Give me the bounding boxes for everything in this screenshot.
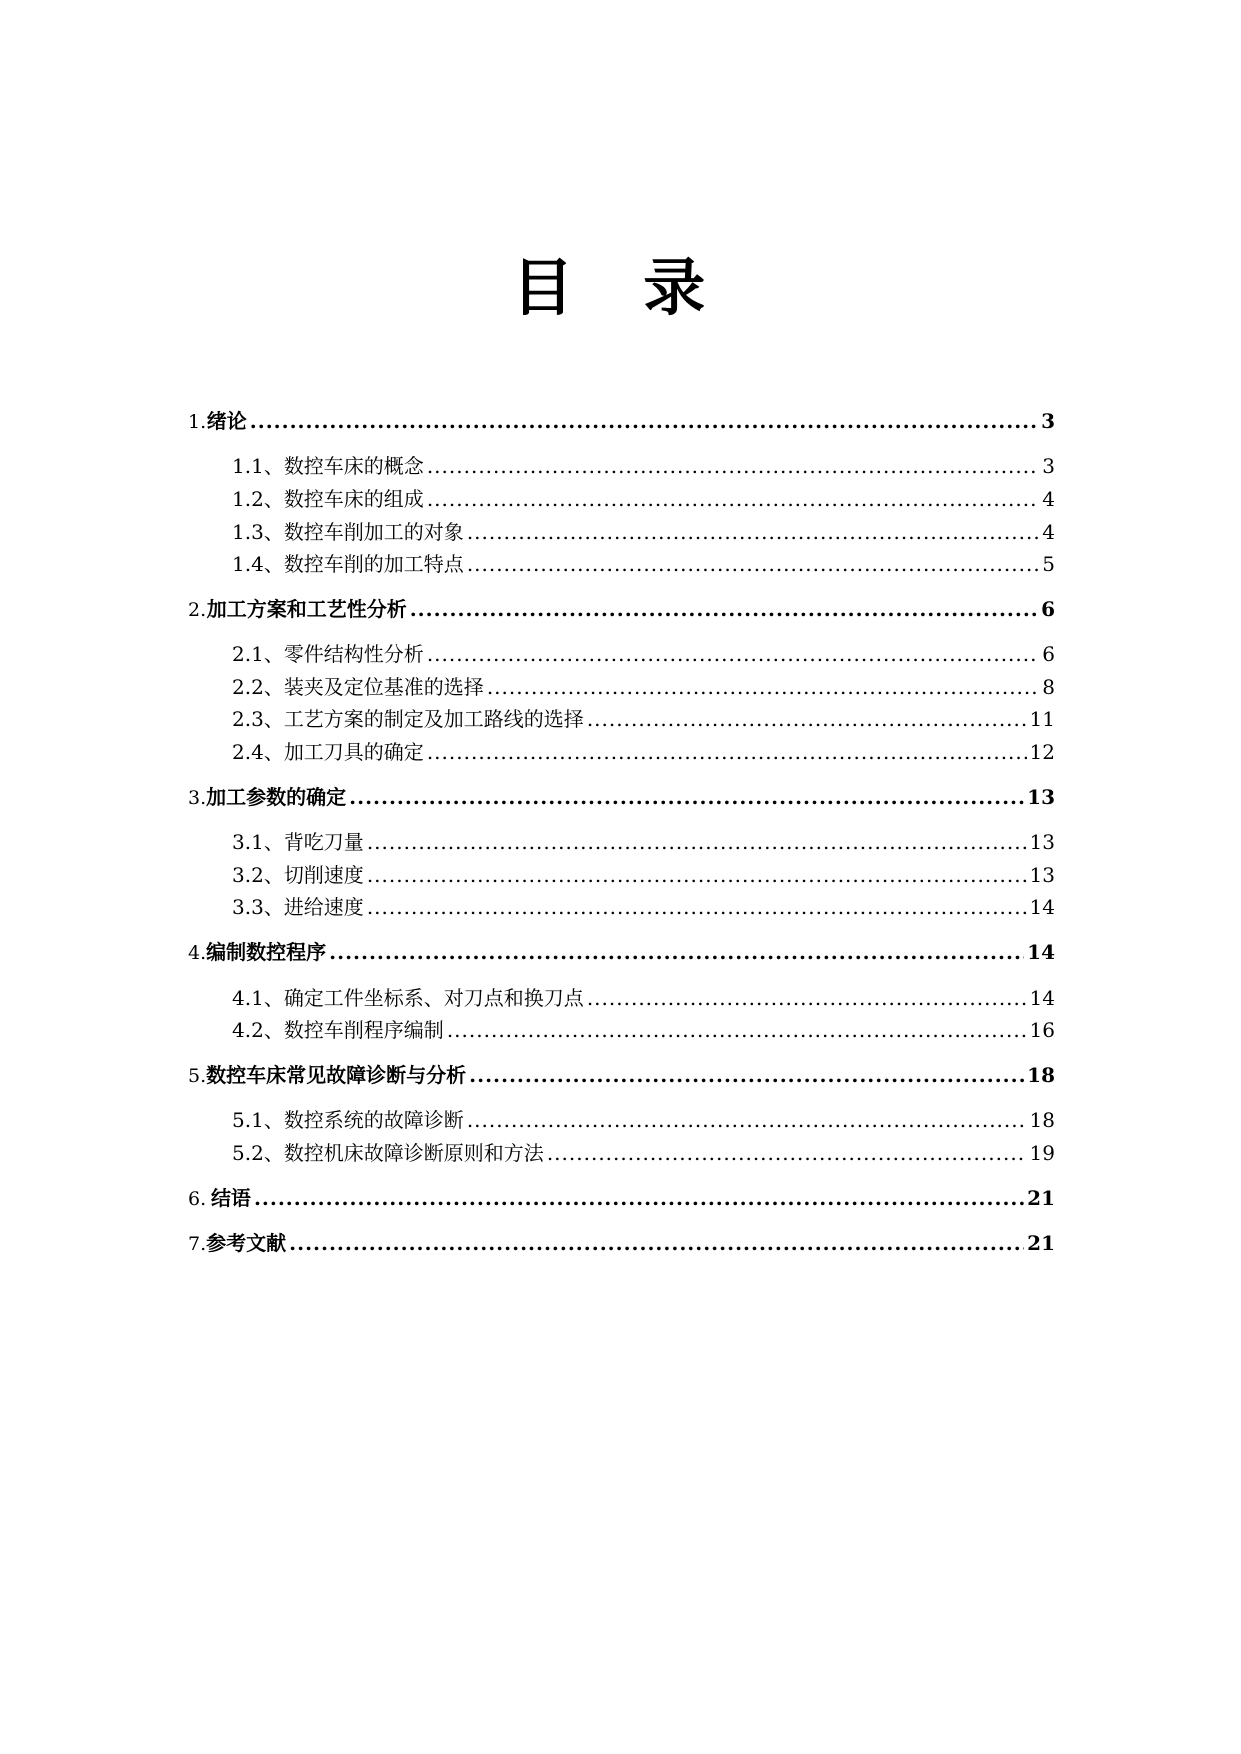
toc-separator: 、 xyxy=(263,1108,284,1132)
toc-leader xyxy=(250,406,1038,436)
toc-page-number: 13 xyxy=(1029,863,1055,887)
toc-label: 工艺方案的制定及加工路线的选择 xyxy=(283,707,584,731)
toc-separator: 、 xyxy=(263,642,284,666)
toc-section-2-3[interactable] xyxy=(188,704,1055,734)
toc-section-3-3[interactable] xyxy=(188,892,1055,922)
toc-separator: 、 xyxy=(263,986,284,1010)
toc-chapter-6[interactable] xyxy=(188,1183,1055,1213)
toc-chapter-3[interactable] xyxy=(188,782,1055,812)
toc-page-number: 6 xyxy=(1041,597,1055,621)
toc-page-number: 4 xyxy=(1042,520,1055,544)
toc-number: 7. xyxy=(188,1233,207,1255)
toc-leader xyxy=(329,937,1024,967)
toc-page-number: 21 xyxy=(1027,1231,1055,1255)
toc-separator: 、 xyxy=(263,707,284,731)
toc-chapter-5[interactable] xyxy=(188,1060,1055,1090)
toc-leader xyxy=(547,1138,1027,1168)
toc-number: 5.1 xyxy=(232,1108,264,1132)
toc-chapter-2[interactable] xyxy=(188,594,1055,624)
toc-label: 加工方案和工艺性分析 xyxy=(206,597,407,621)
toc-page-number: 11 xyxy=(1029,707,1055,731)
toc-number: 3.1 xyxy=(232,830,264,854)
toc-page-number: 5 xyxy=(1042,552,1055,576)
toc-label: 零件结构性分析 xyxy=(283,642,424,666)
toc-leader xyxy=(367,892,1027,922)
toc-leader xyxy=(427,484,1039,514)
toc-number: 1. xyxy=(188,411,207,433)
toc-page-number: 18 xyxy=(1029,1108,1055,1132)
toc-label: 编制数控程序 xyxy=(206,940,327,964)
toc-number: 5.2 xyxy=(232,1141,264,1165)
toc-page-number: 14 xyxy=(1027,940,1055,964)
toc-number: 2.3 xyxy=(232,707,264,731)
toc-leader xyxy=(289,1228,1024,1258)
toc-leader xyxy=(467,1105,1027,1135)
toc-separator: 、 xyxy=(263,830,284,854)
toc-label: 加工参数的确定 xyxy=(206,785,347,809)
toc-label: 装夹及定位基准的选择 xyxy=(283,675,484,699)
toc-separator: 、 xyxy=(263,487,284,511)
toc-section-4-1[interactable] xyxy=(188,983,1055,1013)
page-title: 目 录 xyxy=(511,251,730,324)
toc-number: 4.2 xyxy=(232,1018,264,1042)
toc-label: 数控车削加工的对象 xyxy=(283,520,464,544)
toc-leader xyxy=(467,517,1039,547)
toc-leader xyxy=(447,1015,1027,1045)
toc-leader xyxy=(427,639,1039,669)
toc-label: 结语 xyxy=(210,1186,251,1210)
toc-page-number: 6 xyxy=(1042,642,1055,666)
toc-section-1-1[interactable] xyxy=(188,451,1055,481)
toc-page-number: 3 xyxy=(1042,454,1055,478)
toc-section-1-2[interactable] xyxy=(188,484,1055,514)
toc-page-number: 13 xyxy=(1029,830,1055,854)
toc-leader xyxy=(469,1060,1024,1090)
toc-separator: 、 xyxy=(263,454,284,478)
toc-number: 3.2 xyxy=(232,863,264,887)
toc-section-2-2[interactable] xyxy=(188,672,1055,702)
toc-label: 数控车削的加工特点 xyxy=(283,552,464,576)
toc-section-1-4[interactable] xyxy=(188,549,1055,579)
toc-separator: 、 xyxy=(263,1018,284,1042)
toc-leader xyxy=(467,549,1039,579)
toc-number: 2. xyxy=(188,599,207,621)
toc-number: 2.4 xyxy=(232,740,264,764)
toc-page-number: 12 xyxy=(1029,740,1055,764)
toc-leader xyxy=(367,860,1027,890)
toc-page-number: 4 xyxy=(1042,487,1055,511)
toc-section-2-1[interactable] xyxy=(188,639,1055,669)
toc-separator: 、 xyxy=(263,520,284,544)
toc-number: 1.4 xyxy=(232,552,264,576)
toc-section-3-2[interactable] xyxy=(188,860,1055,890)
toc-section-5-1[interactable] xyxy=(188,1105,1055,1135)
toc-leader xyxy=(587,704,1027,734)
toc-number: 2.1 xyxy=(232,642,264,666)
toc-separator: 、 xyxy=(263,895,284,919)
toc-number: 4. xyxy=(188,942,207,964)
toc-page-number: 14 xyxy=(1029,895,1055,919)
toc-label: 进给速度 xyxy=(283,895,364,919)
toc-leader xyxy=(427,451,1039,481)
toc-label: 参考文献 xyxy=(206,1231,287,1255)
toc-leader xyxy=(367,827,1027,857)
toc-label: 确定工件坐标系、对刀点和换刀点 xyxy=(283,986,584,1010)
toc-section-5-2[interactable] xyxy=(188,1138,1055,1168)
toc-number: 1.3 xyxy=(232,520,264,544)
toc-leader xyxy=(487,672,1039,702)
toc-section-2-4[interactable] xyxy=(188,737,1055,767)
toc-leader xyxy=(427,737,1027,767)
toc-label: 数控系统的故障诊断 xyxy=(283,1108,464,1132)
toc-separator: 、 xyxy=(263,675,284,699)
toc-page-number: 21 xyxy=(1027,1186,1055,1210)
toc-section-4-2[interactable] xyxy=(188,1015,1055,1045)
toc-leader xyxy=(254,1183,1024,1213)
toc-number: 6. xyxy=(188,1188,207,1210)
toc-separator: 、 xyxy=(263,552,284,576)
toc-label: 数控车削程序编制 xyxy=(283,1018,444,1042)
toc-number: 1.1 xyxy=(232,454,264,478)
toc-page-number: 18 xyxy=(1027,1063,1055,1087)
toc-label: 数控车床常见故障诊断与分析 xyxy=(206,1063,467,1087)
toc-leader xyxy=(349,782,1024,812)
toc-page-number: 16 xyxy=(1029,1018,1055,1042)
toc-label: 加工刀具的确定 xyxy=(283,740,424,764)
toc-number: 3.3 xyxy=(232,895,264,919)
toc-number: 1.2 xyxy=(232,487,264,511)
toc-page-number: 14 xyxy=(1029,986,1055,1010)
toc-number: 3. xyxy=(188,787,207,809)
toc-number: 4.1 xyxy=(232,986,264,1010)
toc-page-number: 13 xyxy=(1027,785,1055,809)
toc-label: 背吃刀量 xyxy=(283,830,364,854)
toc-number: 2.2 xyxy=(232,675,264,699)
toc-label: 数控车床的组成 xyxy=(283,487,424,511)
toc-section-3-1[interactable] xyxy=(188,827,1055,857)
toc-page-number: 3 xyxy=(1041,409,1055,433)
toc-page-number: 19 xyxy=(1029,1141,1055,1165)
toc-label: 数控机床故障诊断原则和方法 xyxy=(283,1141,544,1165)
toc-separator: 、 xyxy=(263,863,284,887)
toc-chapter-4[interactable] xyxy=(188,937,1055,967)
toc-label: 数控车床的概念 xyxy=(283,454,424,478)
toc-separator: 、 xyxy=(263,1141,284,1165)
toc-chapter-7[interactable] xyxy=(188,1228,1055,1258)
toc-leader xyxy=(410,594,1038,624)
toc-label: 切削速度 xyxy=(283,863,364,887)
toc-label: 绪论 xyxy=(206,409,247,433)
toc-leader xyxy=(587,983,1027,1013)
toc-chapter-1[interactable] xyxy=(188,406,1055,436)
toc-separator: 、 xyxy=(263,740,284,764)
toc-page-number: 8 xyxy=(1042,675,1055,699)
toc-section-1-3[interactable] xyxy=(188,517,1055,547)
toc-number: 5. xyxy=(188,1065,207,1087)
